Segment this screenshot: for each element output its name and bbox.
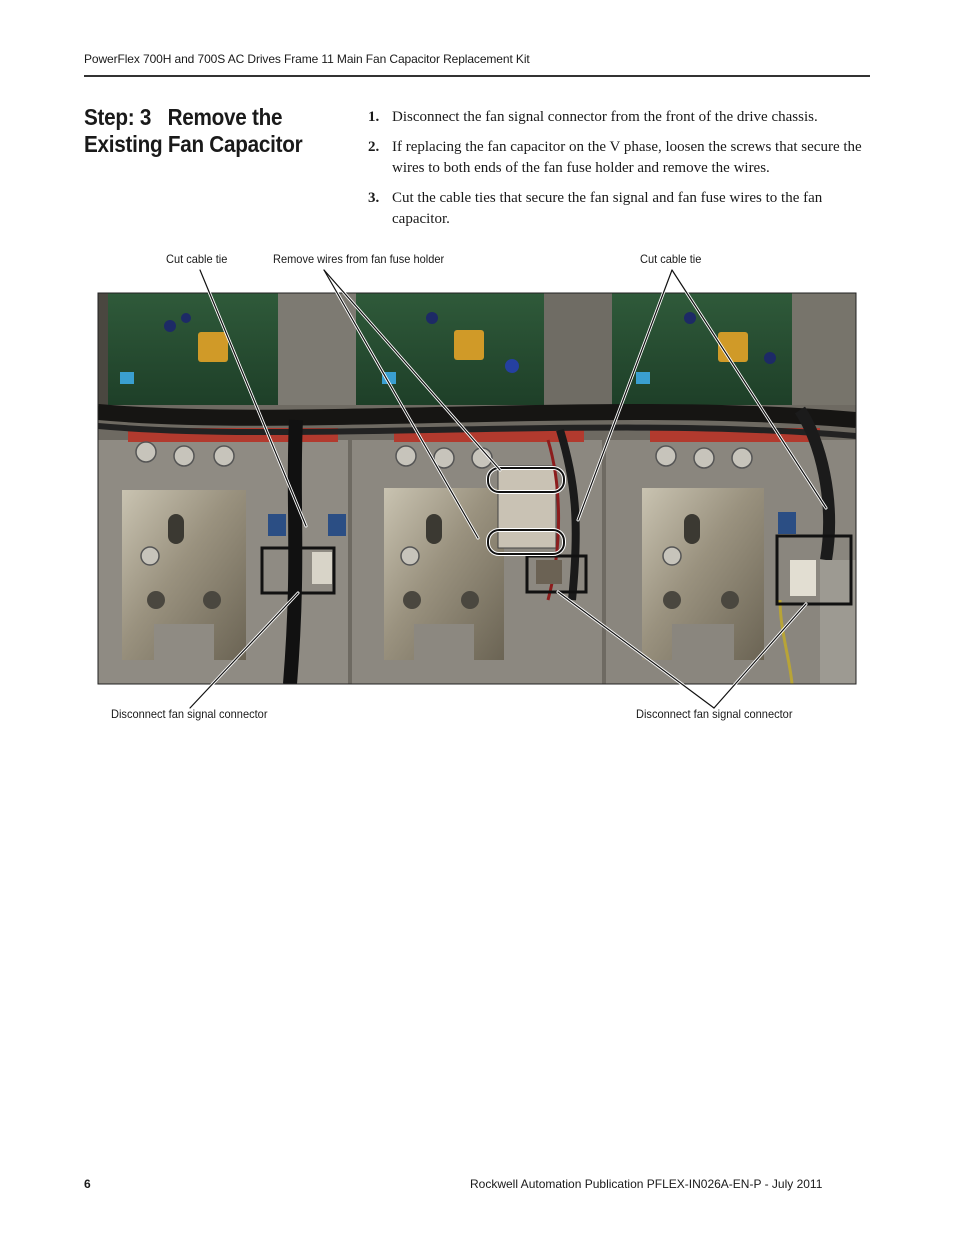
- publication-info: Rockwell Automation Publication PFLEX-IN026A-EN-P - July 2011: [470, 1177, 823, 1191]
- pcb-board-center: [356, 293, 544, 405]
- instruction-text: Disconnect the fan signal connector from the front of the drive chassis.: [392, 109, 818, 125]
- pcb-board-right: [612, 293, 792, 405]
- instruction-text: Cut the cable ties that secure the fan signal and fan fuse wires to the fan capacitor.: [392, 190, 823, 227]
- callout-cut-cable-tie-right: Cut cable tie: [640, 252, 702, 266]
- page-number: 6: [84, 1177, 91, 1191]
- step-heading-line2: Existing Fan Capacitor: [84, 131, 303, 157]
- callout-remove-wires: Remove wires from fan fuse holder: [273, 252, 445, 266]
- header-title: PowerFlex 700H and 700S AC Drives Frame 11 Main Fan Capacitor Replacement Kit: [84, 52, 530, 66]
- instruction-text: If replacing the fan capacitor on the V phase, loosen the screws that secure the wires to both ends of the fan fuse holder and remove the wires.: [392, 139, 862, 176]
- instruction-number: 3.: [368, 190, 380, 206]
- step-heading-line1: Step: 3 Remove the: [84, 104, 283, 130]
- callout-disconnect-right: Disconnect fan signal connector: [636, 707, 793, 721]
- callout-disconnect-left: Disconnect fan signal connector: [111, 707, 268, 721]
- instruction-number: 1.: [368, 109, 380, 125]
- instruction-number: 2.: [368, 139, 380, 155]
- pcb-board-left: [108, 293, 278, 405]
- callout-cut-cable-tie-left: Cut cable tie: [166, 252, 228, 266]
